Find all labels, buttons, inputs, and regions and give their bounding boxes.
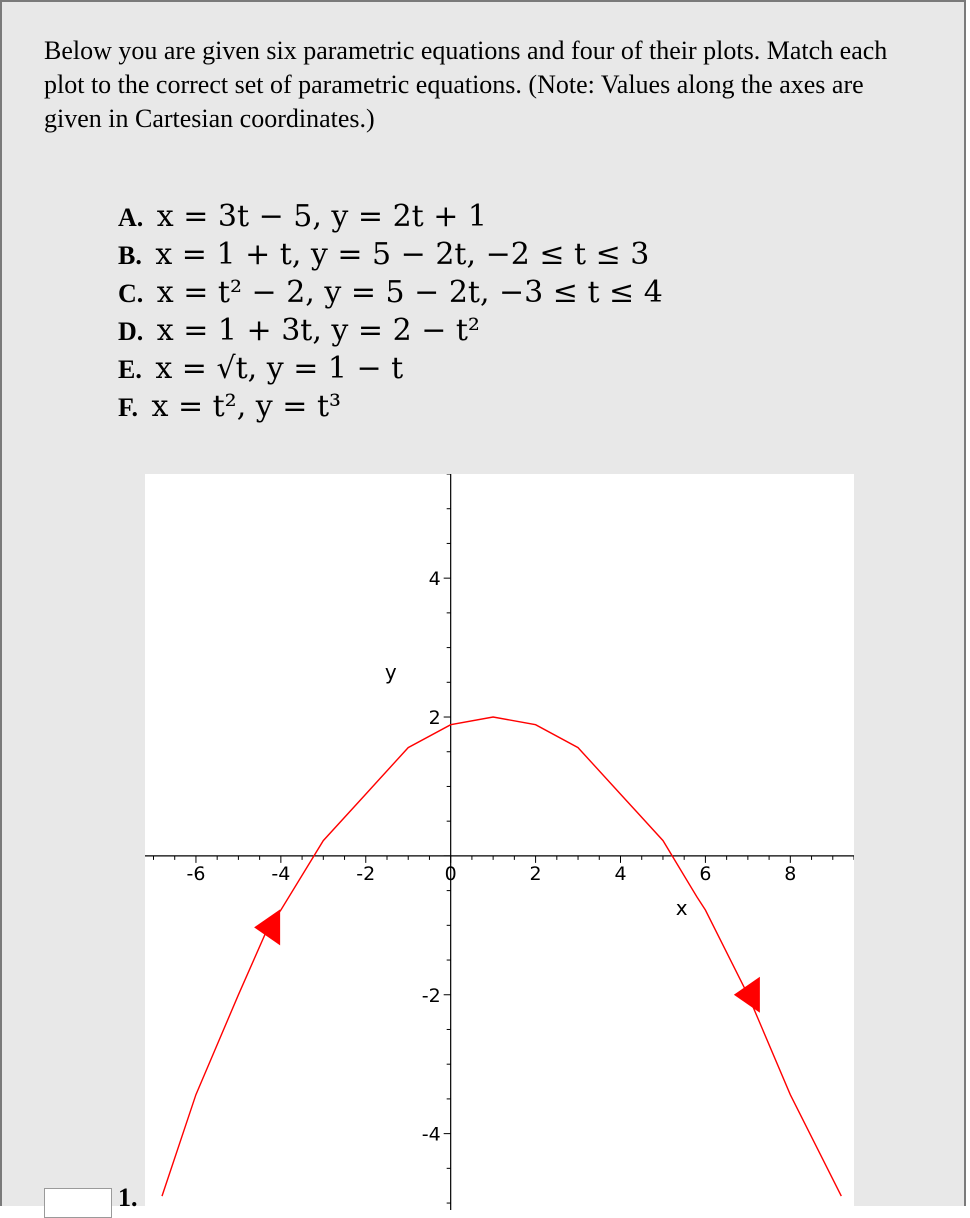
question-prompt: Below you are given six parametric equations and four of their plots. Match each plot to the correct set of parametric equations. (Note: Values along the axes are given in Cartesian coordinates.) [44, 36, 888, 133]
curve-line [162, 717, 841, 1196]
equation-text: x = t², y = t³ [151, 389, 342, 424]
x-axis-label: x [675, 895, 688, 920]
x-tick-label: 0 [444, 862, 457, 885]
y-tick-label: -2 [421, 984, 441, 1007]
x-tick-label: 6 [699, 862, 712, 885]
y-axis-label: y [384, 659, 397, 684]
x-tick-label: 2 [529, 862, 542, 885]
equation-text: x = 3t − 5, y = 2t + 1 [156, 199, 488, 234]
equation-d [118, 312, 663, 350]
direction-arrow [734, 977, 760, 1013]
equation-c [118, 274, 663, 312]
equation-e [118, 350, 663, 388]
equation-text: x = 1 + 3t, y = 2 − t² [156, 313, 480, 348]
equation-letter: A. [118, 203, 144, 232]
x-tick-label: 4 [614, 862, 627, 885]
equation-letter: E. [118, 355, 142, 384]
equation-letter: C. [118, 279, 144, 308]
y-tick-label: 2 [428, 707, 441, 730]
y-tick-label: 4 [428, 568, 441, 591]
equation-text: x = √t, y = 1 − t [155, 351, 404, 386]
equation-a [118, 198, 663, 236]
x-tick-label: 8 [784, 862, 797, 885]
equation-b [118, 236, 663, 274]
equation-text: x = 1 + t, y = 5 − 2t, −2 ≤ t ≤ 3 [155, 237, 650, 272]
equation-letter: F. [118, 393, 138, 422]
plot-number: 1. [118, 1183, 138, 1212]
equation-text: x = t² − 2, y = 5 − 2t, −3 ≤ t ≤ 4 [156, 275, 663, 310]
equation-f [118, 388, 663, 426]
x-tick-label: -4 [271, 862, 291, 885]
x-tick-label: -2 [356, 862, 376, 885]
plot-canvas [145, 474, 854, 1210]
equation-letter: D. [118, 317, 144, 346]
x-tick-label: -6 [186, 862, 206, 885]
equation-list [118, 198, 663, 426]
parametric-plot [145, 474, 854, 1210]
equation-letter: B. [118, 241, 142, 270]
y-tick-label: -4 [421, 1123, 441, 1146]
direction-arrow [254, 909, 280, 945]
answer-input[interactable] [44, 1188, 112, 1218]
